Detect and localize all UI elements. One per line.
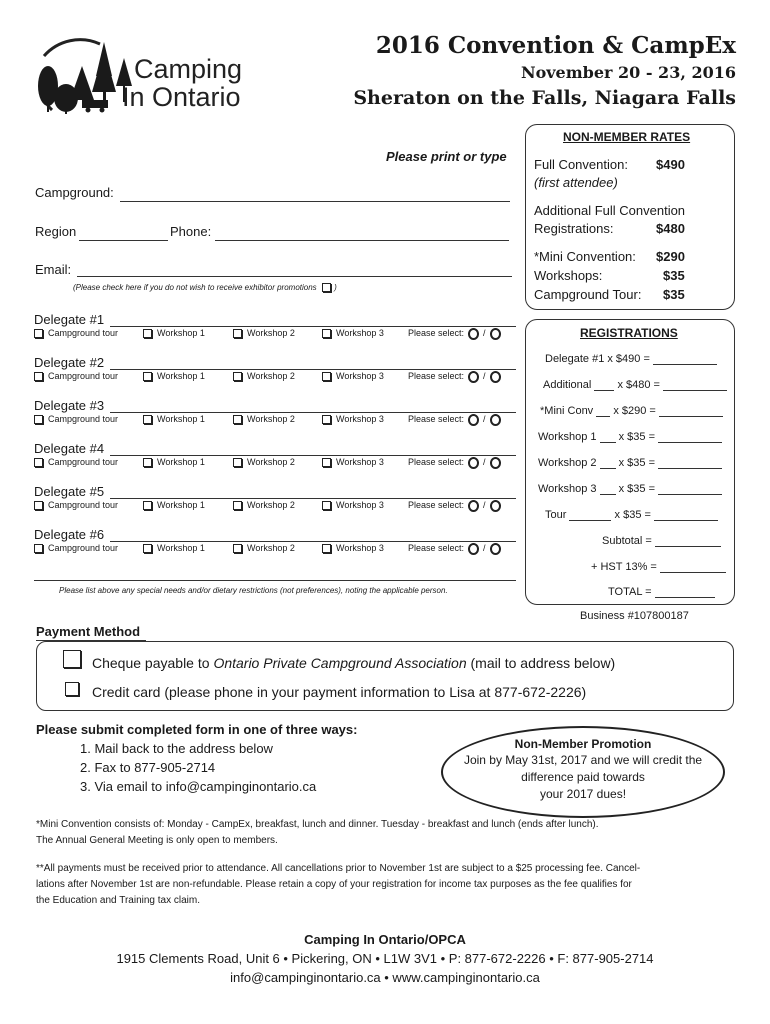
submit-way-2: 2. Fax to 877-905-2714 <box>80 760 216 775</box>
cheque-post: (mail to address below) <box>466 655 616 671</box>
reg-mini-pre: *Mini Conv <box>540 405 594 417</box>
campground-tour-option <box>34 543 118 553</box>
workshop-2-label: Workshop 2 <box>247 371 295 381</box>
reg-w2-post: x $35 = <box>618 457 656 469</box>
please-select-label: Please select: <box>408 371 465 382</box>
rate-additional-price: $480 <box>656 221 685 236</box>
logo-line2: In Ontario <box>122 82 241 112</box>
workshop-3-checkbox[interactable] <box>322 458 331 467</box>
workshop-1-checkbox[interactable] <box>143 544 152 553</box>
radio-separator: / <box>483 500 486 511</box>
workshop-3-option <box>322 457 384 467</box>
workshop-1-checkbox[interactable] <box>143 372 152 381</box>
radio-separator: / <box>483 543 486 554</box>
cheque-option <box>92 655 615 671</box>
region-field[interactable] <box>79 240 168 241</box>
reg-subtotal-label: Subtotal = <box>602 535 652 547</box>
workshop-1-option <box>143 414 205 424</box>
reg-hst-amount[interactable] <box>660 561 726 573</box>
rate-workshops-price: $35 <box>663 268 685 283</box>
reg-w2-amount[interactable] <box>658 457 722 469</box>
workshop-3-option <box>322 543 384 553</box>
workshop-3-checkbox[interactable] <box>322 501 331 510</box>
reg-w2-pre: Workshop 2 <box>538 457 597 469</box>
workshop-3-label: Workshop 3 <box>336 543 384 553</box>
reg-mini-qty[interactable] <box>596 405 610 417</box>
workshop-3-checkbox[interactable] <box>322 372 331 381</box>
workshop-1-option <box>143 543 205 553</box>
rate-workshops-label: Workshops: <box>534 268 603 283</box>
promo-line1: Join by May 31st, 2017 and we will credit the <box>463 753 703 767</box>
delegate-label: Delegate #5 <box>34 484 105 499</box>
reg-additional-pre: Additional <box>543 379 592 391</box>
phone-field[interactable] <box>215 240 509 241</box>
reg-w1-pre: Workshop 1 <box>538 431 597 443</box>
special-needs-note: Please list above any special needs and/or dietary restrictions (not preferences), noting the applicable person. <box>59 586 448 595</box>
workshop-2-label: Workshop 2 <box>247 457 295 467</box>
radio-option-a[interactable] <box>468 500 479 512</box>
logo <box>30 36 270 116</box>
rate-additional-label2: Registrations: <box>534 221 614 236</box>
workshop-2-label: Workshop 2 <box>247 328 295 338</box>
workshop-2-label: Workshop 2 <box>247 500 295 510</box>
please-select-label: Please select: <box>408 457 465 468</box>
workshop-1-option <box>143 500 205 510</box>
workshop-3-checkbox[interactable] <box>322 415 331 424</box>
delegate-label: Delegate #3 <box>34 398 105 413</box>
promo-line2: difference paid towards <box>521 770 645 784</box>
workshop-1-label: Workshop 1 <box>157 500 205 510</box>
mini-note-1: *Mini Convention consists of: Monday - CampEx, breakfast, lunch and dinner. Tuesday - breakfast and lunch (ends after lunch). <box>36 819 599 830</box>
radio-option-a[interactable] <box>468 328 479 340</box>
reg-total-label: TOTAL = <box>608 586 652 598</box>
workshop-3-option <box>322 414 384 424</box>
reg-tour-qty[interactable] <box>569 509 611 521</box>
reg-w2-qty[interactable] <box>600 457 616 469</box>
campground-field[interactable] <box>120 201 510 202</box>
delegate-name-field[interactable] <box>110 412 516 413</box>
workshop-3-option <box>322 500 384 510</box>
workshop-3-label: Workshop 3 <box>336 457 384 467</box>
delegate-name-field[interactable] <box>110 498 516 499</box>
workshop-1-label: Workshop 1 <box>157 371 205 381</box>
submit-way-1: 1. Mail back to the address below <box>80 741 273 756</box>
phone-label: Phone: <box>170 224 212 239</box>
event-dates: November 20 - 23, 2016 <box>520 63 736 82</box>
credit-checkbox[interactable] <box>65 682 79 696</box>
reg-w1-qty[interactable] <box>600 431 616 443</box>
campground-tour-label: Campground tour <box>48 328 119 338</box>
footer-contact: info@campinginontario.ca • www.campinginontario.ca <box>230 970 540 985</box>
reg-subtotal-amount[interactable] <box>655 535 721 547</box>
exhibitor-close: ) <box>334 283 337 292</box>
workshop-2-option <box>233 543 295 553</box>
please-select <box>408 328 501 340</box>
workshop-2-checkbox[interactable] <box>233 372 242 381</box>
cheque-pre: Cheque payable to <box>92 655 214 671</box>
delegate-name-field[interactable] <box>110 541 516 542</box>
campground-tour-label: Campground tour <box>48 414 119 424</box>
workshop-2-checkbox[interactable] <box>233 458 242 467</box>
campground-label: Campground: <box>35 185 114 200</box>
reg-hst-label: + HST 13% = <box>591 561 657 573</box>
rate-full-note: (first attendee) <box>534 175 618 190</box>
workshop-1-label: Workshop 1 <box>157 328 205 338</box>
please-select <box>408 371 501 383</box>
exhibitor-note: (Please check here if you do not wish to receive exhibitor promotions <box>73 283 317 292</box>
campground-tour-checkbox[interactable] <box>34 501 43 510</box>
campground-tour-label: Campground tour <box>48 457 119 467</box>
workshop-2-option <box>233 457 295 467</box>
campground-tour-option <box>34 457 118 467</box>
workshop-1-checkbox[interactable] <box>143 458 152 467</box>
radio-separator: / <box>483 328 486 339</box>
workshop-2-option <box>233 414 295 424</box>
payment-note-3: the Education and Training tax claim. <box>36 895 200 906</box>
please-select <box>408 414 501 426</box>
rate-full-label: Full Convention: <box>534 157 628 172</box>
workshop-2-label: Workshop 2 <box>247 414 295 424</box>
payment-note-1: **All payments must be received prior to attendance. All cancellations prior to November 1st are subject to a $25 processing fee. Cancel- <box>36 863 641 874</box>
reg-delegate1-amount[interactable] <box>653 353 717 365</box>
reg-delegate1 <box>545 353 717 365</box>
reg-tour-amount[interactable] <box>654 509 718 521</box>
workshop-2-option <box>233 328 295 338</box>
please-select <box>408 543 501 555</box>
radio-separator: / <box>483 457 486 468</box>
campground-tour-checkbox[interactable] <box>34 458 43 467</box>
please-select-label: Please select: <box>408 543 465 554</box>
workshop-2-checkbox[interactable] <box>233 415 242 424</box>
reg-total-amount[interactable] <box>655 586 715 598</box>
workshop-3-label: Workshop 3 <box>336 371 384 381</box>
reg-w1-post: x $35 = <box>618 431 656 443</box>
radio-option-b[interactable] <box>490 328 501 340</box>
workshop-2-option <box>233 371 295 381</box>
rate-mini-label: *Mini Convention: <box>534 249 636 264</box>
cheque-org: Ontario Private Campground Association <box>213 655 467 671</box>
promo-heading: Non-Member Promotion <box>514 737 652 751</box>
workshop-1-option <box>143 457 205 467</box>
rate-mini-price: $290 <box>656 249 685 264</box>
radio-separator: / <box>483 371 486 382</box>
registrations-heading: REGISTRATIONS <box>580 326 678 340</box>
page-title: 2016 Convention & CampEx <box>375 32 736 59</box>
region-label: Region <box>35 224 77 239</box>
workshop-2-label: Workshop 2 <box>247 543 295 553</box>
reg-total <box>608 586 715 598</box>
radio-option-b[interactable] <box>490 414 501 426</box>
reg-w3-post: x $35 = <box>618 483 656 495</box>
radio-option-b[interactable] <box>490 457 501 469</box>
please-select-label: Please select: <box>408 414 465 425</box>
workshop-3-option <box>322 328 384 338</box>
cheque-checkbox[interactable] <box>63 650 81 668</box>
radio-separator: / <box>483 414 486 425</box>
reg-tour <box>545 509 718 521</box>
rate-additional-label: Additional Full Convention <box>534 203 686 218</box>
workshop-1-checkbox[interactable] <box>143 501 152 510</box>
rate-full-price: $490 <box>656 157 685 172</box>
reg-workshop3 <box>538 483 722 495</box>
please-select <box>408 500 501 512</box>
radio-option-b[interactable] <box>490 371 501 383</box>
workshop-3-label: Workshop 3 <box>336 328 384 338</box>
workshop-3-option <box>322 371 384 381</box>
footer-address: 1915 Clements Road, Unit 6 • Pickering, ON • L1W 3V1 • P: 877-672-2226 • F: 877-905-2714 <box>116 951 654 966</box>
reg-delegate1-label: Delegate #1 x $490 = <box>545 353 650 365</box>
workshop-2-checkbox[interactable] <box>233 329 242 338</box>
email-field[interactable] <box>77 276 512 277</box>
payment-box <box>36 641 734 711</box>
workshop-1-checkbox[interactable] <box>143 329 152 338</box>
campground-tour-option <box>34 371 118 381</box>
campground-tour-checkbox[interactable] <box>34 544 43 553</box>
radio-option-a[interactable] <box>468 457 479 469</box>
reg-subtotal <box>602 535 721 547</box>
workshop-2-option <box>233 500 295 510</box>
payment-heading: Payment Method <box>36 624 141 639</box>
reg-workshop2 <box>538 457 722 469</box>
reg-hst <box>591 561 726 573</box>
delegate-label: Delegate #2 <box>34 355 105 370</box>
campground-tour-option <box>34 500 118 510</box>
campground-tour-option <box>34 328 118 338</box>
event-venue: Sheraton on the Falls, Niagara Falls <box>353 87 736 109</box>
reg-w1-amount[interactable] <box>658 431 722 443</box>
reg-w3-amount[interactable] <box>658 483 722 495</box>
rate-tour-price: $35 <box>663 287 685 302</box>
workshop-1-option <box>143 371 205 381</box>
reg-workshop1 <box>538 431 722 443</box>
campground-tour-label: Campground tour <box>48 500 119 510</box>
exhibitor-opt-out <box>73 283 337 292</box>
radio-option-a[interactable] <box>468 543 479 555</box>
campground-tour-option <box>34 414 118 424</box>
delegate-label: Delegate #6 <box>34 527 105 542</box>
reg-w3-qty[interactable] <box>600 483 616 495</box>
special-needs-line[interactable] <box>34 580 516 581</box>
email-label: Email: <box>35 262 72 277</box>
reg-mini-amount[interactable] <box>659 405 723 417</box>
please-select-label: Please select: <box>408 328 465 339</box>
workshop-3-label: Workshop 3 <box>336 500 384 510</box>
delegate-name-field[interactable] <box>110 455 516 456</box>
rate-tour-label: Campground Tour: <box>534 287 642 302</box>
print-note: Please print or type <box>386 149 507 164</box>
reg-additional-amount[interactable] <box>663 379 727 391</box>
reg-tour-post: x $35 = <box>614 509 651 521</box>
footer-org: Camping In Ontario/OPCA <box>304 932 466 947</box>
reg-mini-post: x $290 = <box>613 405 656 417</box>
workshop-1-label: Workshop 1 <box>157 543 205 553</box>
trees-icon <box>30 36 134 116</box>
delegate-label: Delegate #4 <box>34 441 105 456</box>
reg-additional-post: x $480 = <box>617 379 660 391</box>
delegate-label: Delegate #1 <box>34 312 105 327</box>
radio-option-a[interactable] <box>468 371 479 383</box>
reg-additional <box>543 379 727 391</box>
delegate-name-field[interactable] <box>110 326 516 327</box>
workshop-2-checkbox[interactable] <box>233 501 242 510</box>
submit-way-3: 3. Via email to info@campinginontario.ca <box>80 779 317 794</box>
workshop-2-checkbox[interactable] <box>233 544 242 553</box>
campground-tour-label: Campground tour <box>48 371 119 381</box>
campground-tour-checkbox[interactable] <box>34 415 43 424</box>
reg-w3-pre: Workshop 3 <box>538 483 597 495</box>
radio-option-b[interactable] <box>490 543 501 555</box>
workshop-3-checkbox[interactable] <box>322 329 331 338</box>
please-select-label: Please select: <box>408 500 465 511</box>
workshop-1-label: Workshop 1 <box>157 414 205 424</box>
campground-tour-checkbox[interactable] <box>34 329 43 338</box>
credit-option: Credit card (please phone in your payment information to Lisa at 877-672-2226) <box>92 684 587 700</box>
please-select <box>408 457 501 469</box>
mini-note-2: The Annual General Meeting is only open to members. <box>36 835 278 846</box>
rates-heading: NON-MEMBER RATES <box>563 130 691 144</box>
exhibitor-checkbox[interactable] <box>322 283 331 292</box>
reg-additional-qty[interactable] <box>594 379 614 391</box>
workshop-3-label: Workshop 3 <box>336 414 384 424</box>
radio-option-b[interactable] <box>490 500 501 512</box>
workshop-1-option <box>143 328 205 338</box>
promo-line3: your 2017 dues! <box>539 787 627 801</box>
business-number: Business #107800187 <box>580 610 689 622</box>
campground-tour-checkbox[interactable] <box>34 372 43 381</box>
campground-tour-label: Campground tour <box>48 543 119 553</box>
workshop-3-checkbox[interactable] <box>322 544 331 553</box>
reg-mini <box>540 405 723 417</box>
reg-tour-pre: Tour <box>545 509 567 521</box>
logo-line1: Camping <box>134 54 243 84</box>
submit-heading: Please submit completed form in one of three ways: <box>36 722 358 737</box>
delegate-name-field[interactable] <box>110 369 516 370</box>
radio-option-a[interactable] <box>468 414 479 426</box>
workshop-1-label: Workshop 1 <box>157 457 205 467</box>
workshop-1-checkbox[interactable] <box>143 415 152 424</box>
payment-note-2: lations after November 1st are non-refundable. Please retain a copy of your registration for income tax purposes as the fee qualifies for <box>36 879 632 890</box>
